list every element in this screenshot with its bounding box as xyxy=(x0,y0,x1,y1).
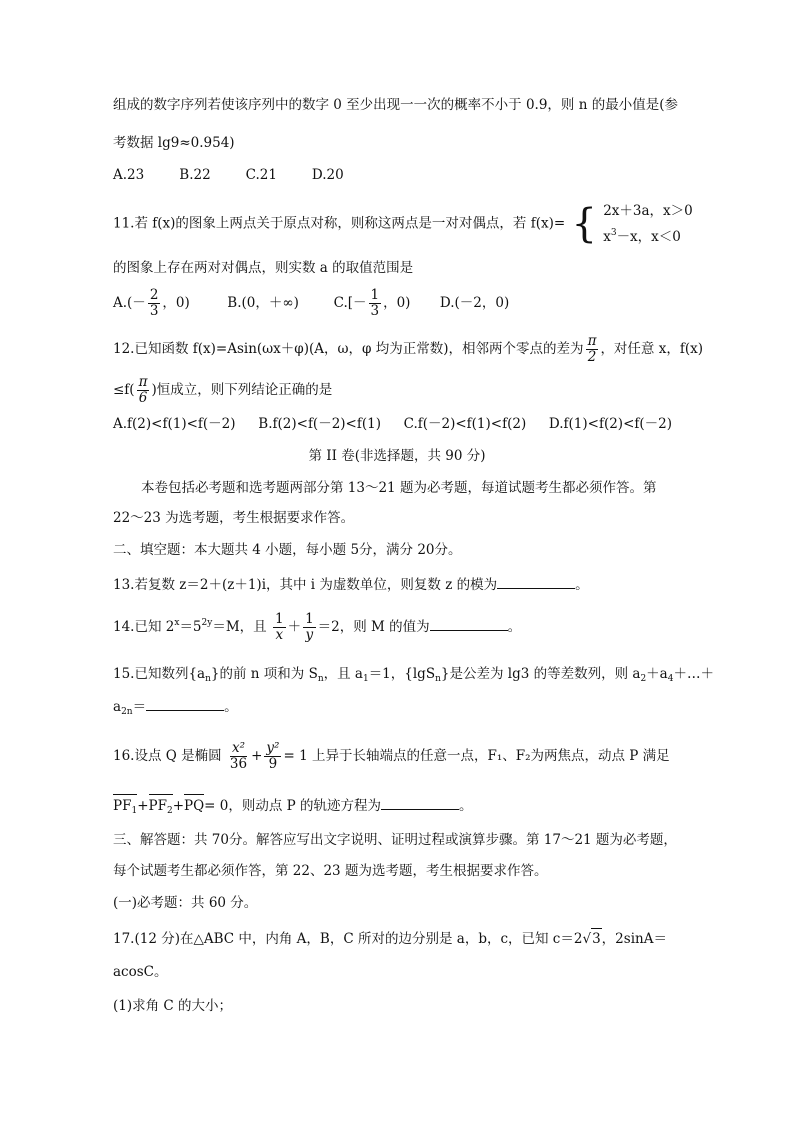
q15-line1: 15.已知数列$\{a_n\}$的前 n 项和为 $S_n$，且 $a_1=1$，{lgS$_n$}是公差为 lg3 的等差数列，则 $a_2+a_4+\dots+$ xyxy=(113,666,714,684)
option-b: B.22 xyxy=(179,167,211,183)
fraction: $\frac{1}{3}$ xyxy=(370,287,380,319)
piecewise-cases xyxy=(603,200,693,248)
q10-options xyxy=(113,165,344,185)
intro-line2: 22～23 为选考题，考生根据要求作答。 xyxy=(113,510,355,526)
part2-title: 第 II 卷(非选择题，共 90 分) xyxy=(308,448,486,464)
q12-line2: ≤f( $\frac{\pi}{6}$ )恒成立，则下列结论正确的是 xyxy=(113,374,333,406)
option-a: A.(－ $\frac{2}{3}$ ，0) xyxy=(113,287,190,319)
fraction: $\frac{1}{x}$ xyxy=(274,611,284,643)
option-b: B.(0，＋∞) xyxy=(227,295,299,311)
fraction: $\frac{\pi}{6}$ xyxy=(138,374,148,406)
fraction: $\frac{\pi}{2}$ xyxy=(587,333,597,365)
q10-text-line1: 组成的数字序列若使该序列中的数字 0 至少出现一一次的概率不小于 0.9，则 n 的最小值是(参 xyxy=(113,97,678,113)
vector-pf2: $PF_2$ xyxy=(149,796,173,821)
case-1: 2x＋3a，x＞0 xyxy=(603,203,693,219)
brace-symbol: { xyxy=(571,201,597,247)
q17-line2: acosC。 xyxy=(113,964,168,980)
option-d: D.20 xyxy=(311,167,344,183)
q16-line2: $PF_1+PF_2+PQ= 0$，则动点 P 的轨迹方程为 。 xyxy=(113,795,473,821)
q11-line1 xyxy=(113,200,693,248)
option-c: C.[－ $\frac{1}{3}$ ，0) xyxy=(333,287,411,319)
option-d: D.(－2，0) xyxy=(439,295,510,311)
q15-line2: $a_{2n}=$ 。 xyxy=(113,696,238,722)
q14: 14.已知 $2^x=5^{2y}=M$，且 $\frac{1}{x}$ ＋ $\frac{1}{y}$ ＝2，则 M 的值为 。 xyxy=(113,611,522,643)
vector-pq: PQ xyxy=(184,798,205,814)
section-solve-line2: 每个试题考生都必须作答，第 22、23 题为选考题，考生根据要求作答。 xyxy=(113,863,548,879)
q10-text-line2: 考数据 lg9≈0.954) xyxy=(113,135,235,151)
answer-blank[interactable] xyxy=(381,795,459,810)
answer-blank[interactable] xyxy=(497,574,575,589)
fraction: $\frac{\text{x²}}{36}$ xyxy=(229,740,248,772)
q11-line2: 的图象上存在两对对偶点，则实数 a 的取值范围是 xyxy=(113,260,414,276)
answer-blank[interactable] xyxy=(146,696,224,711)
section-fill-in-heading: 二、填空题：本大题共 4 小题，每小题 5分，满分 20分。 xyxy=(113,542,462,558)
vector-pf1: $PF_1$ xyxy=(113,796,137,821)
fraction: $\frac{1}{y}$ xyxy=(305,611,314,643)
q17-line1: 17.(12 分)在△ABC 中，内角 A，B，C 所对的边分别是 a，b，c，已知 c＝2√3，2sinA＝ xyxy=(113,928,667,949)
answer-blank[interactable] xyxy=(430,616,508,631)
q11-text: 11.若 f(x)的图象上两点关于原点对称，则称这两点是一对对偶点，若 f(x)= xyxy=(113,215,566,232)
option-c: C.f(－2)<f(1)<f(2) xyxy=(403,416,527,432)
section-solve-line1: 三、解答题：共 70分。解答应写出文字说明、证明过程或演算步骤。第 17～21 题为必考题， xyxy=(113,832,677,848)
fraction: $\frac{\text{y²}}{9}$ xyxy=(266,740,280,772)
q17-part1: (1)求角 C 的大小； xyxy=(113,998,233,1014)
option-a: A.23 xyxy=(113,167,145,183)
q12-line1: 12.已知函数 f(x)=Asin(ωx＋φ)(A，ω，φ 均为正常数)，相邻两个零点的差为 $\frac{\pi}{2}$ ，对任意 x，f(x) xyxy=(113,333,703,365)
option-c: C.21 xyxy=(245,167,277,183)
q11-options xyxy=(113,288,509,319)
intro-line1: 本卷包括必考题和选考题两部分第 13～21 题为必考题，每道试题考生都必须作答。第 xyxy=(141,480,657,496)
option-a: A.f(2)<f(1)<f(－2) xyxy=(113,416,236,432)
q12-options xyxy=(113,414,672,434)
sqrt-symbol: √ xyxy=(582,931,592,947)
case-2: $x^3-x$，x＜0 xyxy=(603,228,681,245)
option-d: D.f(1)<f(2)<f(－2) xyxy=(548,416,673,432)
q13: 13.若复数 z＝2＋(z＋1)i，其中 i 为虚数单位，则复数 z 的模为 。 xyxy=(113,574,589,595)
option-b: B.f(2)<f(－2)<f(1) xyxy=(258,416,381,432)
fraction: $\frac{2}{3}$ xyxy=(149,287,159,319)
q16-line1: 16.设点 Q 是椭圆 $\frac{\text{x²}}{36}$ + $\frac{\text{y²}}{9}$ = 1 上异于长轴端点的任意一点，F₁、F₂为两焦点，动点 P 满足 xyxy=(113,740,670,772)
required-section-heading: (一)必考题：共 60 分。 xyxy=(113,895,258,911)
